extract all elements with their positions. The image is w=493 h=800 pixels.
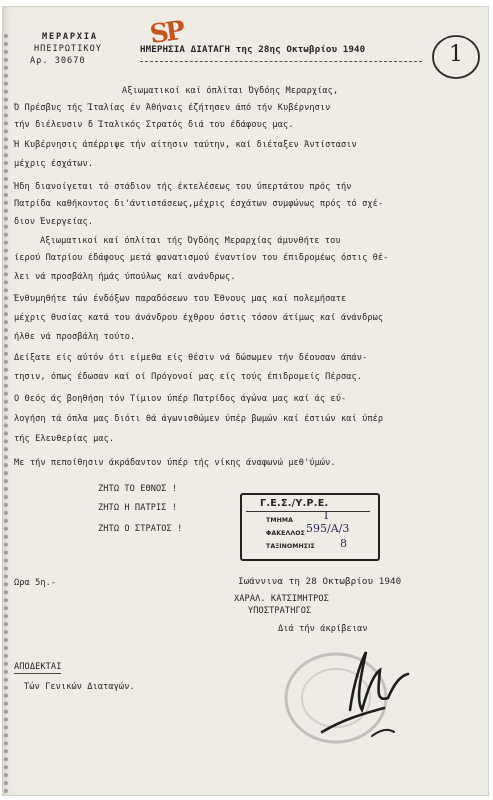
body-line: Αξιωματικοί καί όπλίται Όγδόης Μεραρχίας, — [122, 86, 339, 96]
body-line: Ή Κυβέρνησις άπέρριψε τήν αίτησιν ταύτην, καί διέταξεν Άντίστασιν — [14, 140, 357, 150]
signature — [302, 640, 422, 750]
distribution-label: ΑΠΟΔΕΚΤΑΙ — [14, 662, 62, 672]
distribution-text: Τών Γενικών Διαταγών. — [24, 682, 135, 692]
stamp-taxinomisis-value: 8 — [340, 537, 347, 550]
stamp-fakelos-value: 595/Α/3 — [306, 522, 350, 535]
body-line: τησιν, όπως έδωσαν καί οί Πρόγονοί μας είς τούς έπιδρομείς Πέρσας. — [14, 372, 363, 382]
org-line-2: ΗΠΕΙΡΩΤΙΚΟΥ — [34, 44, 102, 54]
body-line: Αξιωματικοί καί όπλίται τής Όγδόης Μεραρχίας άμυνθήτε του — [40, 236, 341, 246]
document-title: ΗΜΕΡΗΣΙΑ ΔΙΑΤΑΓΗ της 28ης Οκτωβρίου 1940 — [140, 44, 366, 55]
issue-time: Ωρα 5η.- — [14, 578, 57, 588]
body-line: διον Ένεργείας. — [14, 217, 94, 227]
archive-stamp — [240, 493, 380, 561]
page-number: 1 — [449, 42, 463, 67]
body-line: Πατρίδα καθήκοντος δι'άντιστάσεως,μέχρις έσχάτων συμφώνως πρός τό σχέ- — [14, 199, 384, 209]
title-underline — [140, 61, 422, 62]
body-line: Ένθυμηθήτε τών ένδόξων παραδόσεων του Έθνους μας καί πολεμήσατε — [14, 294, 347, 304]
body-line: μέχρις έσχάτων. — [14, 159, 94, 169]
body-line: τήν διέλευσιν δ Ίταλικός Στρατός διά του έδάφους μας. — [14, 120, 294, 130]
certification-note: Διά τήν άκρίβειαν — [278, 624, 368, 634]
body-line: Ό Πρέσβυς τής Ίταλίας έν Άθήναις έζήτησεν άπό τήν Κυβέρνησιν — [14, 103, 331, 113]
org-line-1: ΜΕΡΑΡΧΙΑ — [42, 32, 98, 42]
stamp-title: Γ.Ε.Σ./Υ.Ρ.Ε. — [260, 498, 329, 509]
exclamation-nation: ΖΗΤΩ ΤΟ ΕΘΝΟΣ ! — [98, 484, 178, 494]
body-line: Με τήν πεποίθησιν άκράδαντον ύπέρ τής νίκης άναφωνώ μεθ'ύμών. — [14, 458, 336, 468]
body-line: Ο Θεός άς βοηθήση τόν Τίμιον ύπέρ Πατρίδος άγώνα μας καί άς εύ- — [14, 394, 347, 404]
signatory-name: ΧΑΡΑΛ. ΚΑΤΣΙΜΗΤΡΟΣ — [234, 594, 329, 604]
stamp-divider — [246, 511, 370, 512]
signatory-rank: ΥΠΟΣΤΡΑΤΗΓΟΣ — [248, 606, 312, 616]
handwritten-mark: SP — [148, 15, 185, 51]
body-line: ίερού Πατρίου έδάφους μετά φανατισμού έναντίον του έπιδρομέως όστις θέ- — [14, 253, 389, 263]
body-line: τής Ελευθερίας μας. — [14, 434, 115, 444]
body-line: μέχρις θυσίας κατά του άνάνδρου έχθρου όστις τόσον άτίμως καί άνάνδρως — [14, 313, 384, 323]
exclamation-fatherland: ΖΗΤΩ Η ΠΑΤΡΙΣ ! — [98, 503, 178, 513]
stamp-tmima-label: ΤΜΗΜΑ — [266, 517, 294, 524]
body-line: ήλθε νά προσβάλη τούτο. — [14, 332, 136, 342]
stamp-fakelos-label: ΦΑΚΕΛΛΟΣ — [266, 530, 305, 537]
reference-number: Αρ. 30670 — [30, 56, 86, 66]
body-line: Ήδη διανοίγεται τό στάδιον τής έκτελέσεως του ύπερτάτου πρός τήν — [14, 182, 352, 192]
body-line: λει νά προσβάλη ήμάς ύπούλως καί ανάνδρως. — [14, 272, 236, 282]
exclamation-army: ΖΗΤΩ Ο ΣΤΡΑΤΟΣ ! — [98, 524, 183, 534]
place-date: Ιωάννινα τη 28 Οκτωβρίου 1940 — [238, 576, 402, 587]
body-line: Δείξατε είς αύτόν ότι είμεθα είς θέσιν νά δώσωμεν τήν δέουσαν άπάν- — [14, 353, 368, 363]
document-page — [2, 6, 489, 796]
stamp-taxinomisis-label: ΤΑΞΙΝΟΜΗΣΙΣ — [266, 543, 315, 550]
body-line: λογήση τά όπλα μας διότι θά άγωνισθώμεν ύπέρ βωμών καί έστιών καί ύπέρ — [14, 414, 384, 424]
stamp-tmima-value: Ι — [324, 509, 329, 522]
